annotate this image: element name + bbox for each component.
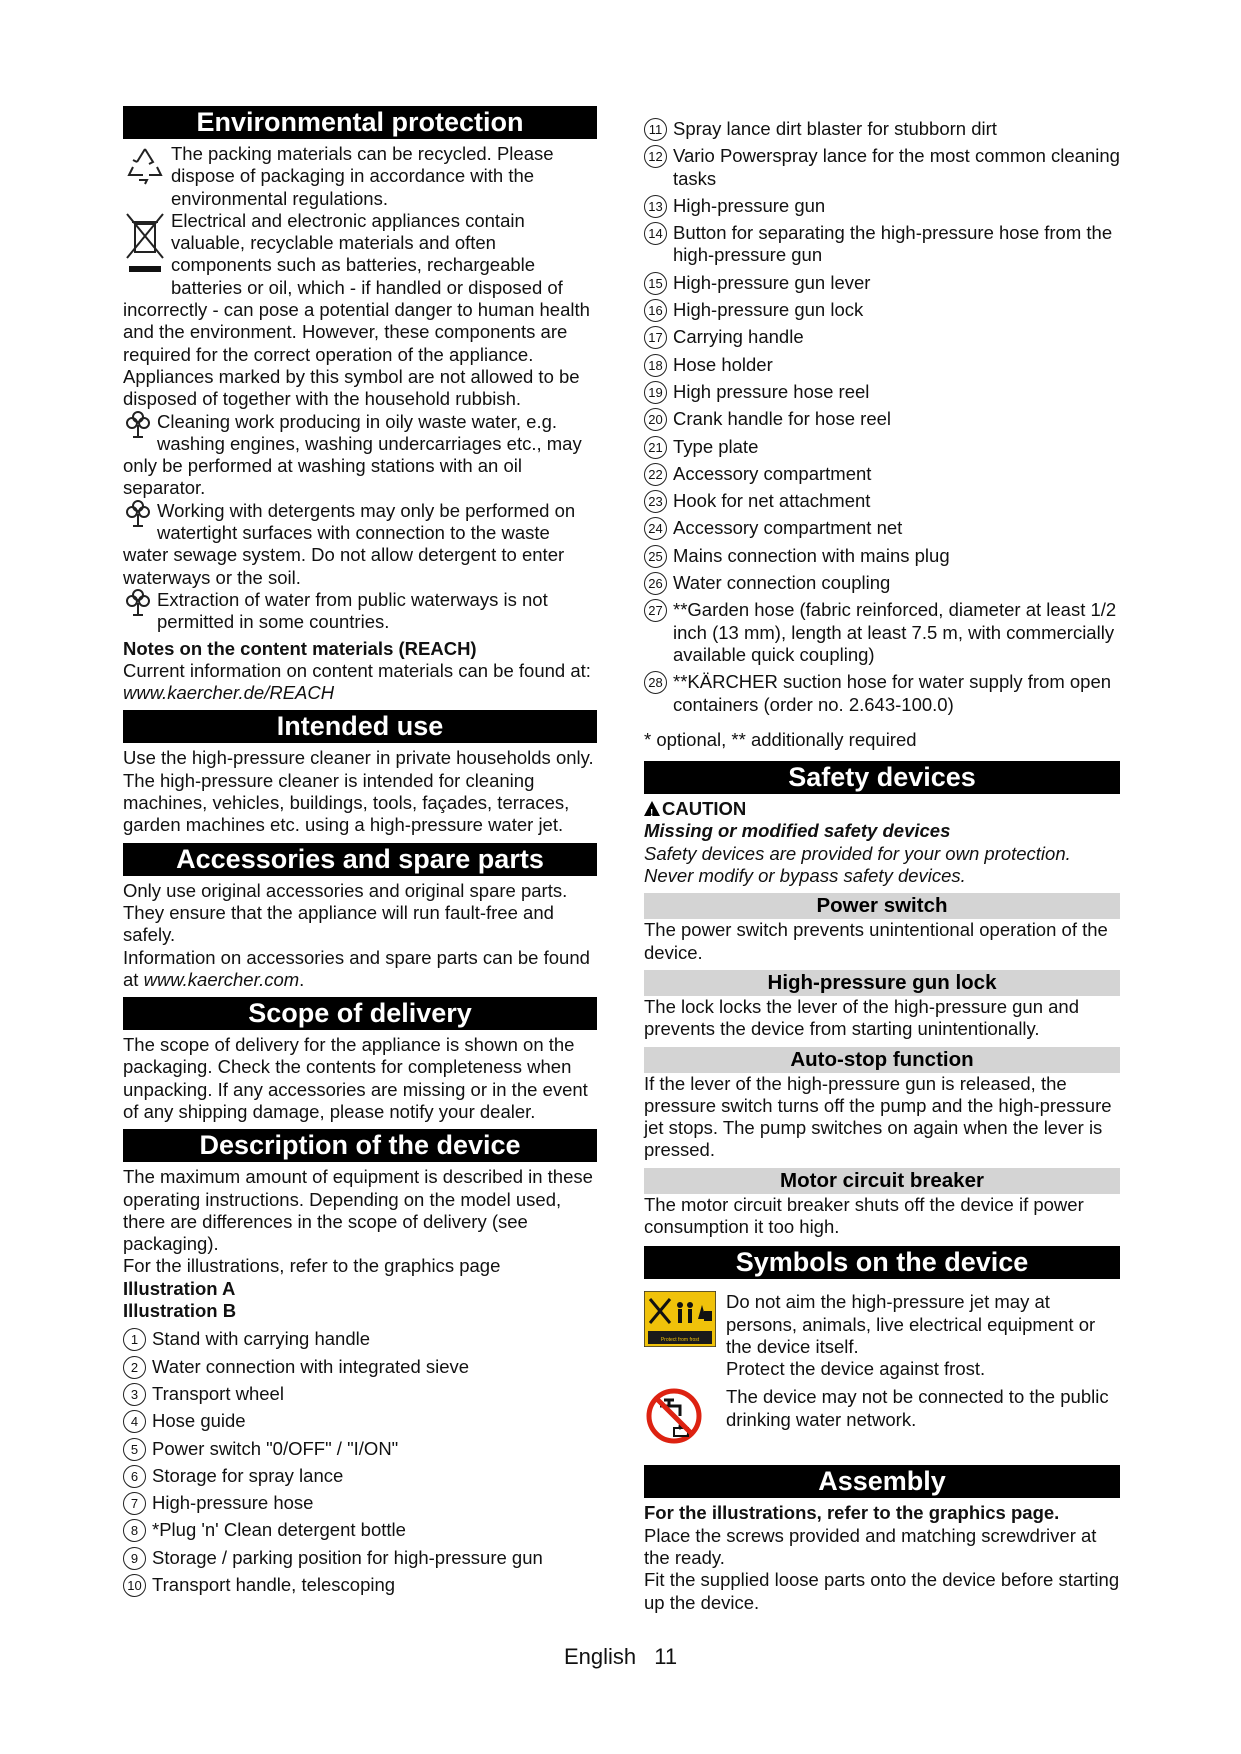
motor-breaker-text: The motor circuit breaker shuts off the device if power consumption it too high. xyxy=(644,1193,1084,1237)
safety-paragraph: Safety devices are provided for your own protection. Never modify or bypass safety devices. xyxy=(644,842,1071,887)
item-label: Transport handle, telescoping xyxy=(152,1574,396,1596)
list-item xyxy=(644,222,1120,267)
subsection-motor-breaker: Motor circuit breaker xyxy=(644,1168,1120,1194)
section-title-intended-use: Intended use xyxy=(123,710,597,743)
item-number-badge: 3 xyxy=(123,1383,146,1406)
item-label: Stand with carrying handle xyxy=(152,1328,371,1350)
reach-link[interactable]: www.kaercher.de/REACH xyxy=(123,682,335,704)
list-item xyxy=(644,671,1120,716)
accessories-paragraph-2 xyxy=(123,947,597,992)
kaercher-link[interactable]: www.kaercher.com xyxy=(143,968,300,990)
item-number-badge: 26 xyxy=(644,572,667,595)
list-item xyxy=(644,354,1120,376)
symbol-1-text xyxy=(726,1291,1120,1380)
water-tap-icon xyxy=(123,411,153,446)
item-label: Storage for spray lance xyxy=(152,1464,344,1486)
section-title-accessories: Accessories and spare parts xyxy=(123,843,597,876)
item-label: Button for separating the high-pressure hose from the high-pressure gun xyxy=(673,222,1113,266)
item-label: Vario Powerspray lance for the most common cleaning tasks xyxy=(673,145,1120,189)
item-label: Hose guide xyxy=(152,1410,246,1432)
item-number-badge: 7 xyxy=(123,1492,146,1515)
item-number-badge: 24 xyxy=(644,517,667,540)
item-label: High pressure hose reel xyxy=(673,380,870,402)
item-number-badge: 23 xyxy=(644,490,667,513)
reach-heading: Notes on the content materials (REACH) xyxy=(123,637,477,659)
item-label: High-pressure gun lock xyxy=(673,299,864,321)
item-number-badge: 13 xyxy=(644,195,667,218)
list-item xyxy=(644,299,1120,321)
item-label: Spray lance dirt blaster for stubborn dirt xyxy=(673,118,997,139)
device-parts-list-right xyxy=(644,118,1120,716)
item-number-badge: 17 xyxy=(644,326,667,349)
section-title-safety-devices: Safety devices xyxy=(644,761,1120,794)
symbol-2-text-a: The device may not be connected to the public drinking water network. xyxy=(726,1386,1109,1430)
list-item xyxy=(123,1574,597,1596)
assembly-paragraph-2: Fit the supplied loose parts onto the device before starting up the device. xyxy=(644,1569,1120,1613)
no-drinking-water-icon xyxy=(644,1386,716,1451)
item-label: Crank handle for hose reel xyxy=(673,408,892,430)
item-label: Carrying handle xyxy=(673,326,804,348)
env-detergent-paragraph xyxy=(123,500,597,589)
gun-lock-text: The lock locks the lever of the high-pressure gun and prevents the device from starting unintentionally. xyxy=(644,995,1079,1040)
item-number-badge: 8 xyxy=(123,1519,146,1542)
list-item xyxy=(123,1547,597,1569)
intended-paragraph-1: Use the high-pressure cleaner in private households only. xyxy=(123,747,594,769)
list-item xyxy=(644,436,1120,458)
footnote: * optional, ** additionally required xyxy=(644,728,917,750)
accessories-text: Information on accessories and spare parts can be found at xyxy=(123,946,590,990)
water-tap-icon xyxy=(123,589,153,624)
env-extraction-paragraph xyxy=(123,589,597,634)
env-recycle-paragraph xyxy=(123,143,597,210)
item-label: Power switch "0/OFF" / "I/ON" xyxy=(152,1437,399,1459)
item-number-badge: 14 xyxy=(644,222,667,245)
device-parts-list-left xyxy=(123,1328,597,1596)
symbol-2-text xyxy=(726,1386,1120,1431)
env-oil-paragraph xyxy=(123,411,597,500)
item-number-badge: 1 xyxy=(123,1328,146,1351)
subsection-gun-lock: High-pressure gun lock xyxy=(644,970,1120,996)
warning-triangle-icon xyxy=(644,801,660,816)
section-title-description: Description of the device xyxy=(123,1129,597,1162)
item-label: Storage / parking position for high-pressure gun xyxy=(152,1546,543,1568)
symbol-1-text-b: Protect the device against frost. xyxy=(726,1358,986,1380)
list-item xyxy=(644,195,1120,217)
item-label: Accessory compartment net xyxy=(673,517,903,539)
symbol-row-1 xyxy=(644,1291,1120,1380)
water-tap-icon xyxy=(123,500,153,535)
list-item xyxy=(644,408,1120,430)
footer-page-number: 11 xyxy=(654,1644,678,1669)
item-number-badge: 10 xyxy=(123,1574,146,1597)
item-number-badge: 27 xyxy=(644,599,667,622)
crossed-out-bin-icon xyxy=(123,210,167,281)
list-item xyxy=(123,1383,597,1405)
auto-stop-text: If the lever of the high-pressure gun is released, the pressure switch turns off the pump and the high-pressure jet stops. The pump switches on again when the lever is pressed. xyxy=(644,1072,1112,1161)
list-item xyxy=(644,490,1120,512)
list-item xyxy=(644,272,1120,294)
list-item xyxy=(644,517,1120,539)
section-title-environmental-protection: Environmental protection xyxy=(123,106,597,139)
list-item xyxy=(123,1519,597,1541)
list-item xyxy=(644,118,1120,140)
section-title-assembly: Assembly xyxy=(644,1465,1120,1498)
frost-label-text: Protect from frost xyxy=(660,1337,700,1344)
list-item xyxy=(644,326,1120,348)
list-item xyxy=(123,1410,597,1432)
description-paragraph-1: The maximum amount of equipment is described in these operating instructions. Depending on the model used, there are differences in the scope of delivery (see packaging). xyxy=(123,1166,593,1255)
item-label: Type plate xyxy=(673,435,759,457)
illustration-a-label: Illustration A xyxy=(123,1277,236,1299)
item-number-badge: 5 xyxy=(123,1438,146,1461)
subsection-auto-stop: Auto-stop function xyxy=(644,1047,1120,1073)
recycle-icon xyxy=(123,143,167,192)
section-title-symbols: Symbols on the device xyxy=(644,1246,1120,1279)
item-label: Water connection coupling xyxy=(673,572,891,594)
accessories-period: . xyxy=(299,968,305,990)
item-number-badge: 25 xyxy=(644,545,667,568)
item-number-badge: 12 xyxy=(644,145,667,168)
item-label: *Plug 'n' Clean detergent bottle xyxy=(152,1519,406,1541)
list-item xyxy=(123,1438,597,1460)
list-item xyxy=(644,463,1120,485)
illustration-b-label: Illustration B xyxy=(123,1300,237,1322)
scope-paragraph: The scope of delivery for the appliance is shown on the packaging. Check the contents for completeness when unpacking. If any accessories are missing or in the event of any shipping damage, please notify your dealer. xyxy=(123,1034,588,1122)
item-number-badge: 19 xyxy=(644,381,667,404)
item-number-badge: 16 xyxy=(644,299,667,322)
item-label: Accessory compartment xyxy=(673,462,872,484)
list-item xyxy=(644,545,1120,567)
assembly-paragraph-1: Place the screws provided and matching screwdriver at the ready. xyxy=(644,1524,1097,1569)
item-label: High-pressure gun lever xyxy=(673,271,871,293)
item-label: Transport wheel xyxy=(152,1382,284,1404)
description-paragraph-2: For the illustrations, refer to the graphics page xyxy=(123,1255,501,1277)
item-number-badge: 20 xyxy=(644,408,667,431)
item-number-badge: 11 xyxy=(644,118,667,141)
power-switch-text: The power switch prevents unintentional operation of the device. xyxy=(644,919,1108,963)
env-paragraph-3: Cleaning work producing in oily waste water, e.g. washing engines, washing undercarriages etc., may only be performed at washing stations with an oil separator. xyxy=(123,410,582,499)
caution-heading xyxy=(644,798,1120,820)
env-weee-paragraph xyxy=(123,210,597,411)
reach-text: Current information on content materials can be found at: xyxy=(123,659,591,681)
list-item xyxy=(123,1328,597,1350)
item-number-badge: 6 xyxy=(123,1465,146,1488)
list-item xyxy=(123,1465,597,1487)
assembly-heading: For the illustrations, refer to the graphics page. xyxy=(644,1502,1060,1524)
subsection-power-switch: Power switch xyxy=(644,893,1120,919)
item-number-badge: 2 xyxy=(123,1356,146,1379)
item-number-badge: 15 xyxy=(644,272,667,295)
warning-jet-icon xyxy=(644,1291,716,1352)
list-item xyxy=(644,599,1120,666)
symbol-1-text-a: Do not aim the high-pressure jet may at persons, animals, live electrical equipment or the device itself. xyxy=(726,1291,1096,1357)
accessories-paragraph-1: Only use original accessories and original spare parts. They ensure that the appliance will run fault-free and safely. xyxy=(123,879,568,946)
item-label: **Garden hose (fabric reinforced, diameter at least 1/2 inch (13 mm), length at least 7.5 m, with commercially available quick coupling) xyxy=(673,599,1117,665)
list-item xyxy=(644,572,1120,594)
item-number-badge: 28 xyxy=(644,671,667,694)
env-paragraph-2: Electrical and electronic appliances contain valuable, recyclable materials and often components such as batteries, rechargeable batteries or oil, which - if handled or disposed of incorrectly - can pose a potential danger to human health and the environment. However, these components are required for the correct operation of the appliance. Appliances marked by this symbol are not allowed to be disposed of together with the household rubbish. xyxy=(123,209,590,410)
item-label: High-pressure gun xyxy=(673,194,826,216)
section-title-scope-of-delivery: Scope of delivery xyxy=(123,997,597,1030)
list-item xyxy=(123,1492,597,1514)
right-column xyxy=(644,118,1120,1614)
env-paragraph-1: The packing materials can be recycled. Please dispose of packaging in accordance with the environmental regulations. xyxy=(171,143,554,209)
item-number-badge: 21 xyxy=(644,436,667,459)
footer-language: English xyxy=(563,1644,637,1669)
reach-paragraph xyxy=(123,660,597,705)
item-label: Hook for net attachment xyxy=(673,490,871,512)
caution-label: CAUTION xyxy=(662,798,747,820)
missing-safety-heading: Missing or modified safety devices xyxy=(644,820,951,842)
item-label: Water connection with integrated sieve xyxy=(152,1355,470,1377)
list-item xyxy=(644,145,1120,190)
item-label: **KÄRCHER suction hose for water supply from open containers (order no. 2.643-100.0) xyxy=(673,671,1112,715)
item-number-badge: 18 xyxy=(644,354,667,377)
item-label: Hose holder xyxy=(673,353,773,375)
page-footer xyxy=(0,1644,1241,1670)
list-item xyxy=(123,1356,597,1378)
intended-paragraph-2: The high-pressure cleaner is intended for cleaning machines, vehicles, buildings, tools, façades, terraces, garden machines etc. using a high-pressure water jet. xyxy=(123,769,570,836)
env-paragraph-4: Working with detergents may only be performed on watertight surfaces with connection to the waste water sewage system. Do not allow detergent to enter waterways or the soil. xyxy=(123,499,576,588)
item-number-badge: 22 xyxy=(644,463,667,486)
symbol-row-2 xyxy=(644,1386,1120,1451)
env-paragraph-5: Extraction of water from public waterways is not permitted in some countries. xyxy=(157,588,548,633)
item-label: Mains connection with mains plug xyxy=(673,544,950,566)
left-column xyxy=(123,106,597,1601)
item-number-badge: 4 xyxy=(123,1410,146,1433)
list-item xyxy=(644,381,1120,403)
item-number-badge: 9 xyxy=(123,1547,146,1570)
item-label: High-pressure hose xyxy=(152,1492,314,1514)
